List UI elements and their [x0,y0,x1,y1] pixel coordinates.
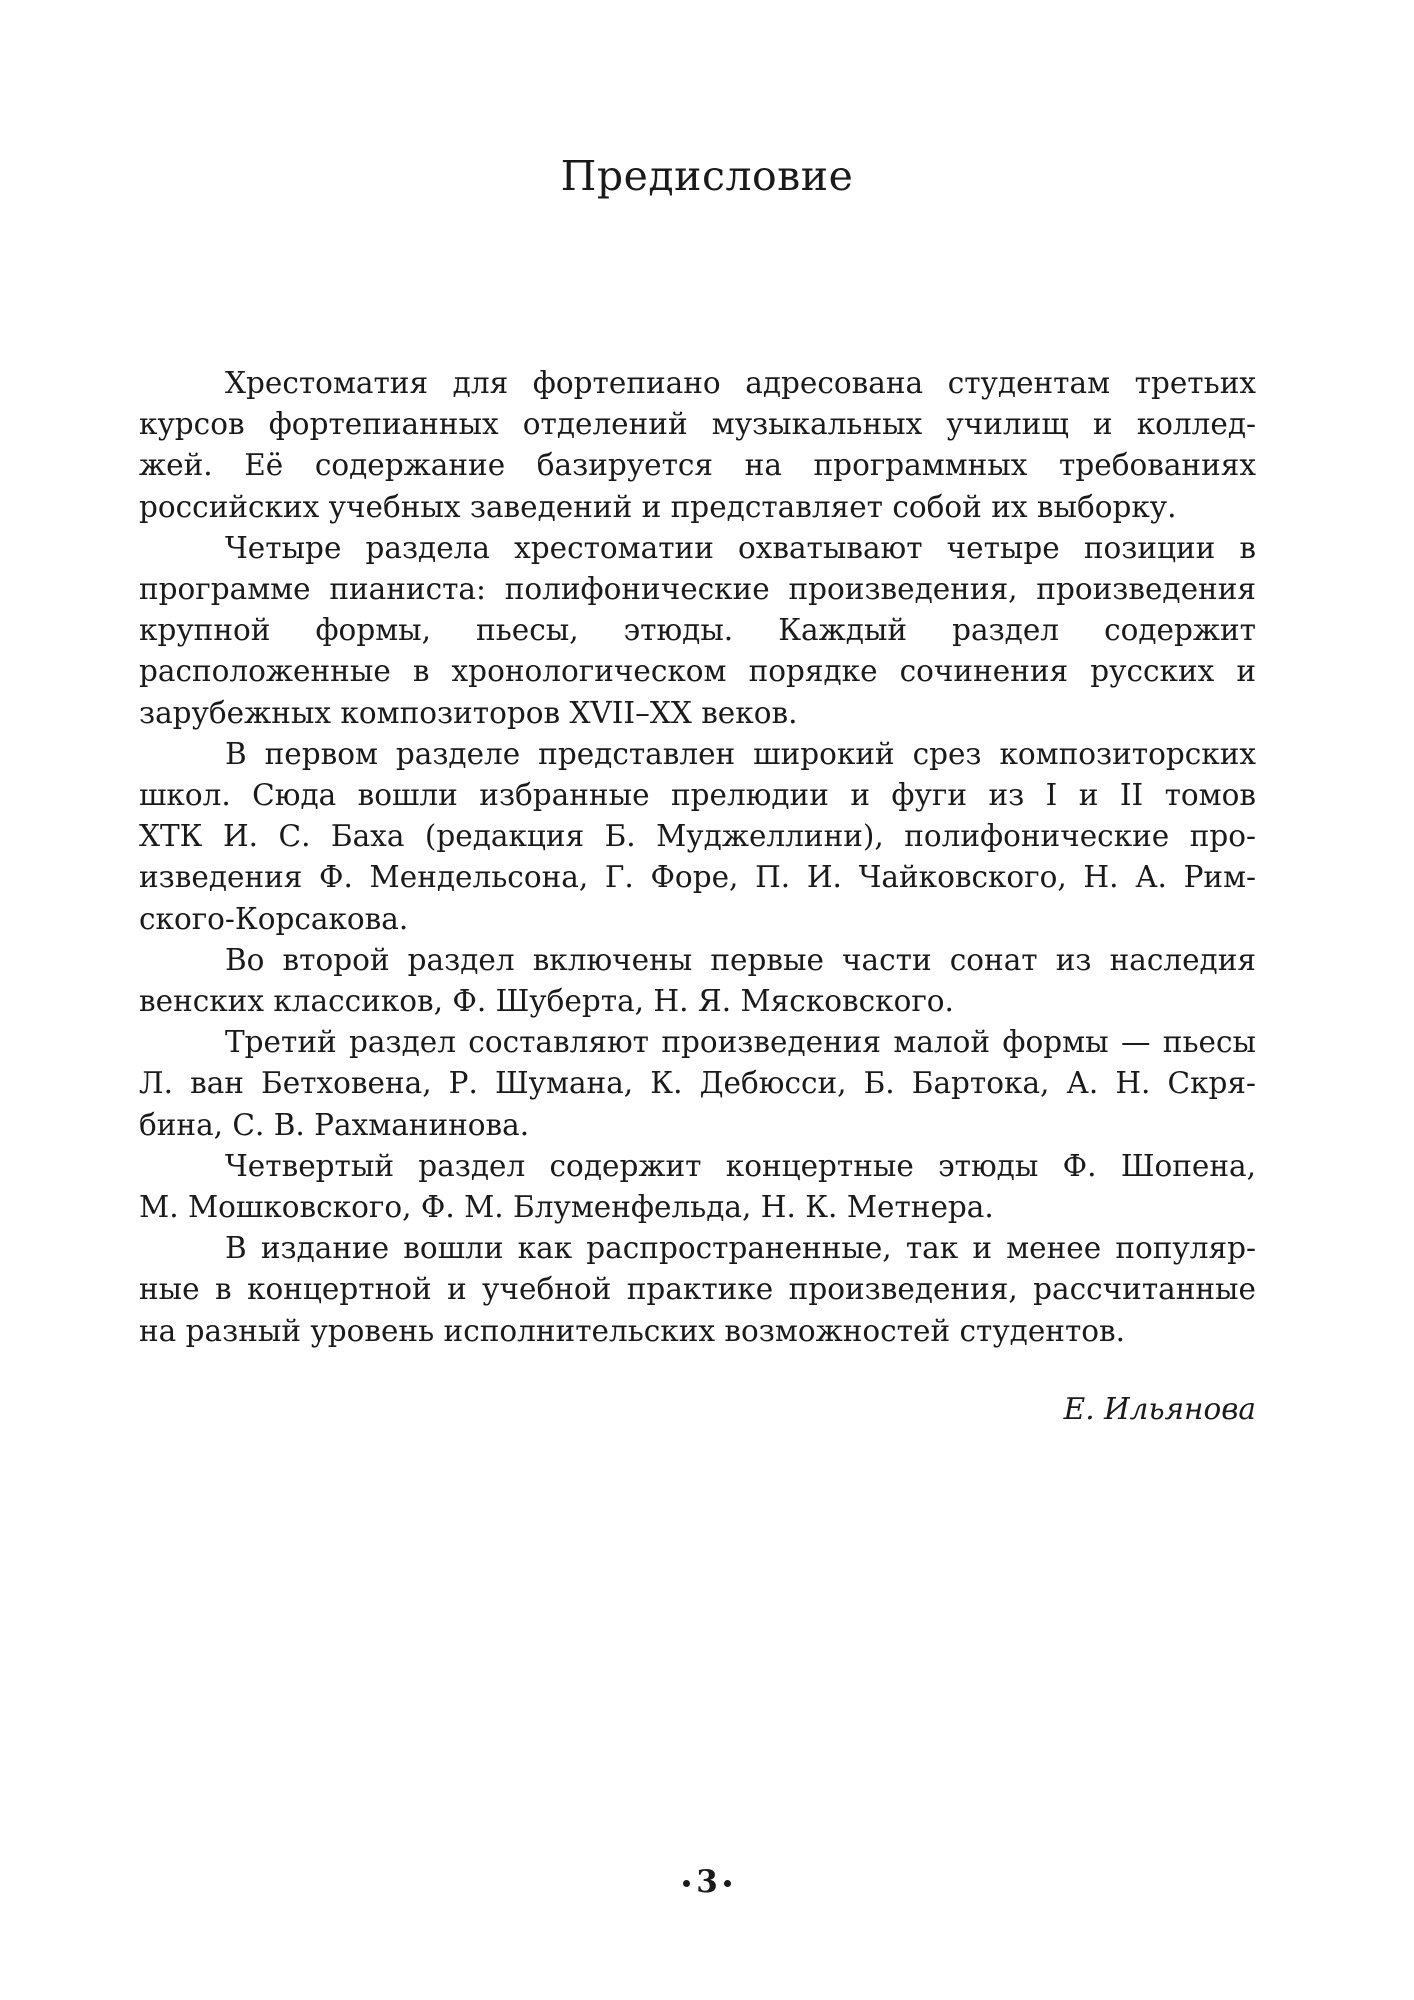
text-line: программе пианиста: полифонические произведения, произведения [139,572,1256,607]
body-text [139,363,1256,1352]
text-line: Четыре раздела хрестоматии охватывают четыре позиции в [225,530,1256,565]
text-line: М. Мошковского, Ф. М. Блуменфельда, Н. К. Метнера. [139,1190,994,1225]
text-line: ского-Корсакова. [139,901,409,936]
paragraph [139,1228,1256,1352]
text-line: расположенные в хронологическом порядке сочинения русских и [139,654,1256,689]
text-line: на разный уровень исполнительских возможностей студентов. [139,1313,1126,1348]
paragraph [139,1146,1256,1228]
text-line: ные в концертной и учебной практике произведения, рассчитанные [139,1272,1256,1307]
text-line: Третий раздел составляют произведения малой формы — пьесы [225,1025,1256,1060]
text-line: зарубежных композиторов XVII–XX веков. [139,695,798,730]
text-line: Четвертый раздел содержит концертные этюды Ф. Шопена, [225,1148,1256,1183]
paragraph [139,734,1256,940]
page-number-footer [0,1864,1414,1900]
text-line: крупной формы, пьесы, этюды. Каждый раздел содержит [139,613,1256,648]
text-line: венских классиков, Ф. Шуберта, Н. Я. Мясковского. [139,984,954,1019]
text-line: бина, С. В. Рахманинова. [139,1107,530,1142]
text-line: изведения Ф. Мендельсона, Г. Форе, П. И. Чайковского, Н. А. Рим- [139,860,1256,895]
page-number: 3 [696,1864,718,1900]
bullet-dot-icon [724,1880,731,1887]
text-line: Л. ван Бетховена, Р. Шумана, К. Дебюсси, Б. Бартока, А. Н. Скря- [139,1066,1256,1101]
text-line: жей. Её содержание базируется на программных требованиях [139,448,1256,483]
bullet-dot-icon [683,1880,690,1887]
text-line: Во второй раздел включены первые части сонат из наследия [225,942,1256,977]
author-signature: Е. Ильянова [1063,1392,1256,1426]
text-line: ХТК И. С. Баха (редакция Б. Муджеллини), полифонические про- [139,819,1256,854]
text-line: школ. Сюда вошли избранные прелюдии и фуги из I и II томов [139,778,1256,813]
page-title: Предисловие [560,152,854,200]
text-line: Хрестоматия для фортепиано адресована студентам третьих [225,366,1256,400]
text-line: В первом разделе представлен широкий срез композиторских [225,736,1256,771]
text-line: курсов фортепианных отделений музыкальных училищ и коллед- [139,407,1256,442]
paragraph [139,1022,1256,1146]
text-line: российских учебных заведений и представляет собой их выборку. [139,489,1177,524]
paragraph [139,528,1256,734]
paragraph [139,940,1256,1022]
text-line: В издание вошли как распространенные, так и менее популяр- [225,1231,1256,1266]
paragraph [139,363,1256,528]
